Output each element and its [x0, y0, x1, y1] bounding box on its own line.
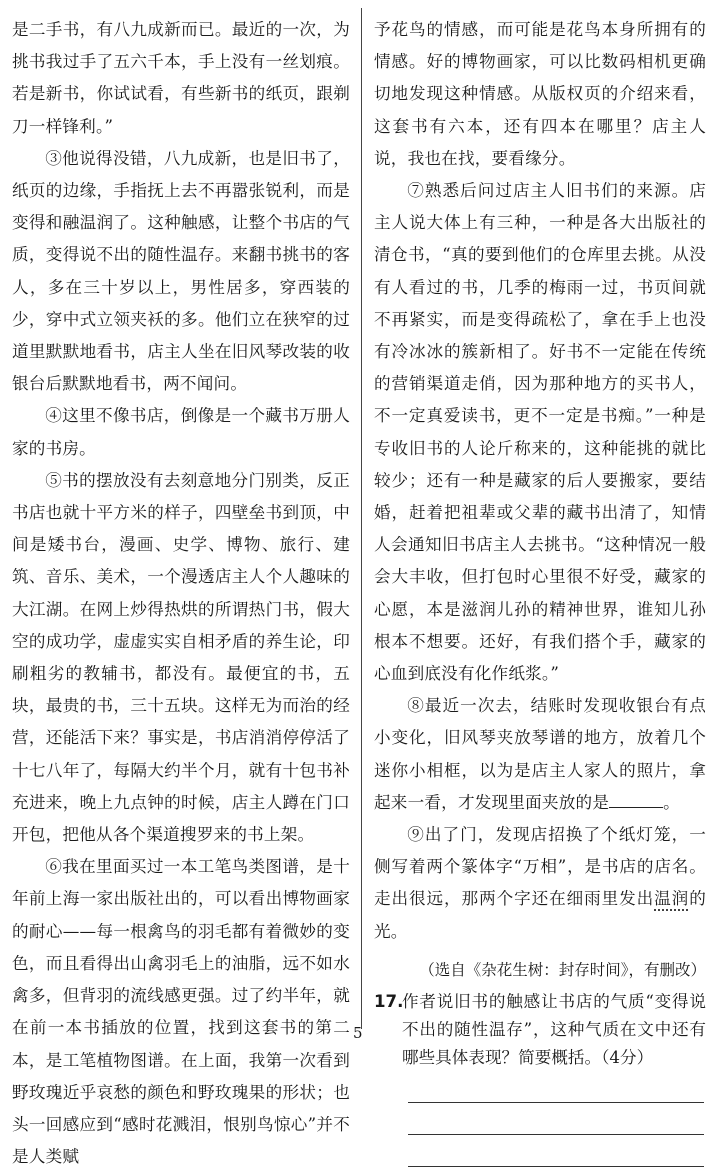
left-column — [12, 14, 350, 1173]
paragraph-continued-right: 予花鸟的情感，而可能是花鸟本身所拥有的情感。好的博物画家，可以比数码相机更确切地发现这种情感。从版权页的介绍来看，这套书有六本，还有四本在哪里？店主人说，我也在找，要看缘分。 — [374, 20, 706, 168]
page-number: 5 — [353, 1024, 363, 1042]
paragraph-9 — [374, 819, 706, 948]
emphasized-word: 温润 — [654, 889, 690, 909]
paragraph-3: ③他说得没错，八九成新，也是旧书了，纸页的边缘，手指抚上去不再嚣张锐利，而是变得和融温润了。这种触感，让整个书店的气质，变得说不出的随性温存。来翻书挑书的客人，多在三十岁以上，男性居多，穿西装的少，穿中式立领夹袄的多。他们立在狭窄的过道里默默地看书，店主人坐在旧风琴改装的收银台后默默地看书，两不闻问。 — [12, 148, 350, 394]
paragraph-9-end: 的光。 — [374, 889, 706, 941]
paragraph-7: ⑦熟悉后问过店主人旧书们的来源。店主人说大体上有三种，一种是各大出版社的清仓书，“真的要到他们的仓库里去挑。从没有人看过的书，几季的梅雨一过，书页间就不再紧实，而是变得疏松了，拿在手上也没有冷冰冰的簇新相了。好书不一定能在传统的营销渠道走俏，因为那种地方的买书人，不一定真爱读书，更不一定是书痴。”一种是专收旧书的人论斤称来的，这种能挑的就比较少；还有一种是藏家的后人要搬家，要结婚，赶着把祖辈或父辈的藏书出清了，知情人会通知旧书店主人去挑书。“这种情况一般会大丰收，但打包时心里很不好受，藏家的心愿，本是滋润儿孙的精神世界，谁知儿孙根本不想要。还好，有我们搭个手，藏家的心血到底没有化作纸浆。” — [374, 181, 706, 684]
question-17 — [374, 988, 706, 1072]
paragraph-6: ⑥我在里面买过一本工笔鸟类图谱，是十年前上海一家出版社出的，可以看出博物画家的耐心——每一根禽鸟的羽毛都有着微妙的变色，而且看得出山禽羽毛上的油脂，远不如水禽多，但背羽的流线感更强。过了约半年，就在前一本书插放的位置，找到这套书的第二本，是工笔植物图谱。在上面，我第一次看到野玫瑰近乎哀愁的颜色和野玫瑰果的形状；也头一回感应到“感时花溅泪，恨别鸟惊心”并不是人类赋 — [12, 857, 350, 1167]
paragraph-continued: 是二手书，有八九成新而已。最近的一次，为挑书我过手了五六千本，手上没有一丝划痕。若是新书，你试试看，有些新书的纸页，跟剃刀一样锋利。” — [12, 20, 350, 136]
question-number: 17. — [374, 991, 404, 1011]
paragraph-8-end: 。 — [663, 792, 680, 812]
paragraph-4: ④这里不像书店，倒像是一个藏书万册人家的书房。 — [12, 406, 350, 458]
paragraph-9-text: ⑨出了门，发现店招换了个纸灯笼，一侧写着两个篆体字“万相”，是书店的店名。走出很远，那两个字还在细雨里发出 — [374, 825, 706, 909]
paragraph-5: ⑤书的摆放没有去刻意地分门别类，反正书店也就十平方米的样子，四壁垒书到顶，中间是矮书台，漫画、史学、博物、旅行、建筑、音乐、美术，一个漫透店主人个人趣味的大江湖。在网上炒得热烘的所谓热门书，假大空的成功学，虚虚实实自相矛盾的养生论，印刷粗劣的教辅书，都没有。最便宜的书，五块，最贵的书，三十五块。这样无为而治的经营，还能活下来？事实是，书店消消停停活了十七八年了，每隔大约半个月，就有十包书补充进来，晚上九点钟的时候，店主人蹲在门口开包，把他从各个渠道搜罗来的书上架。 — [12, 470, 350, 845]
paragraph-8-text: ⑧最近一次去，结账时发现收银台有点小变化，旧风琴夹放琴谱的地方，放着几个迷你小相框，以为是店主人家人的照片，拿起来一看，才发现里面夹放的是 — [374, 696, 706, 812]
paragraph-8 — [374, 690, 706, 819]
column-divider — [361, 8, 362, 1029]
right-column — [374, 14, 706, 1167]
answer-line-3[interactable] — [408, 1166, 704, 1167]
question-text: 作者说旧书的触感让书店的气质“变得说不出的随性温存”，这种气质在文中还有哪些具体表现？简要概括。（4分） — [402, 991, 706, 1067]
fill-in-blank[interactable] — [609, 791, 663, 808]
source-citation: （选自《杂花生树：封存时间》，有删改） — [419, 960, 706, 979]
